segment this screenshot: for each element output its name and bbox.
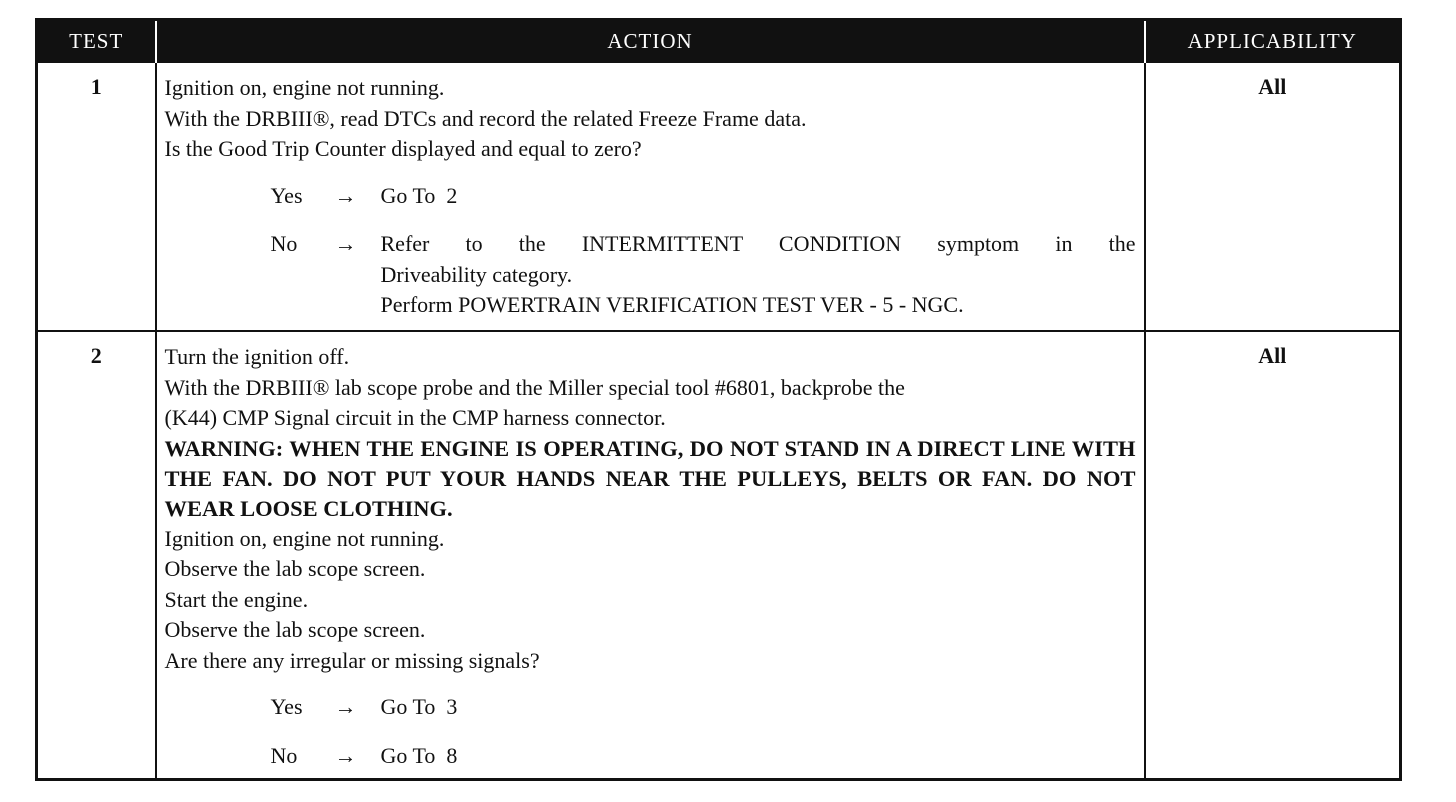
answer-list	[165, 181, 1136, 321]
arrow-icon: →	[334, 742, 357, 768]
no-answer	[165, 229, 1136, 321]
yes-result: Go To 3	[380, 694, 458, 719]
yes-answer	[165, 692, 1136, 723]
action-line: Observe the lab scope screen.	[164, 617, 426, 642]
no-result-line: Refer to the INTERMITTENT CONDITION symptom in the	[380, 231, 1136, 256]
arrow-icon: →	[334, 231, 357, 256]
action-line: (K44) CMP Signal circuit in the CMP harness connector.	[164, 405, 666, 430]
no-result: Go To 8	[380, 742, 458, 768]
yes-answer	[165, 181, 1136, 212]
answer-list	[165, 692, 1136, 771]
yes-label: Yes	[270, 694, 303, 719]
test-row-2	[37, 331, 1401, 779]
applicability-cell: All	[1145, 331, 1401, 779]
action-line: Turn the ignition off.	[164, 344, 350, 369]
action-line: Observe the lab scope screen.	[164, 556, 426, 581]
test-row-1	[37, 62, 1401, 331]
no-result-line: Driveability category.	[380, 261, 573, 287]
arrow-icon: →	[334, 694, 357, 719]
header-test: TEST	[37, 20, 156, 63]
action-cell	[156, 62, 1145, 331]
no-answer	[165, 741, 1136, 772]
no-label: No	[270, 742, 298, 768]
no-label: No	[270, 231, 298, 256]
action-line: Is the Good Trip Counter displayed and equal to zero?	[164, 136, 642, 161]
action-line: Ignition on, engine not running.	[164, 75, 445, 100]
action-line: Start the engine.	[164, 586, 309, 612]
table-header-row	[37, 20, 1401, 63]
warning-text: WARNING: WHEN THE ENGINE IS OPERATING, DO NOT STAND IN A DIRECT LINE WITH THE FAN. DO NOT PUT YOUR HANDS NEAR THE PULLEYS, BELTS OR FAN. DO NOT WEAR LOOSE CLOTHING.	[164, 435, 1136, 521]
yes-result: Go To 2	[380, 182, 458, 208]
diagnostic-test-table	[35, 18, 1402, 781]
applicability-cell: All	[1145, 62, 1401, 331]
action-line: With the DRBIII® lab scope probe and the Miller special tool #6801, backprobe the	[164, 374, 905, 400]
header-action: ACTION	[156, 20, 1145, 63]
test-number: 1	[37, 62, 156, 331]
test-number: 2	[37, 331, 156, 779]
action-line: Ignition on, engine not running.	[164, 525, 445, 551]
action-line: With the DRBIII®, read DTCs and record the related Freeze Frame data.	[164, 105, 807, 131]
action-line: Are there any irregular or missing signals?	[164, 647, 540, 673]
no-result	[381, 229, 1136, 321]
no-result-line: Perform POWERTRAIN VERIFICATION TEST VER - 5 - NGC.	[380, 292, 964, 317]
header-applicability: APPLICABILITY	[1145, 20, 1401, 63]
arrow-icon: →	[334, 182, 357, 208]
yes-label: Yes	[270, 182, 303, 208]
action-cell	[156, 331, 1145, 779]
